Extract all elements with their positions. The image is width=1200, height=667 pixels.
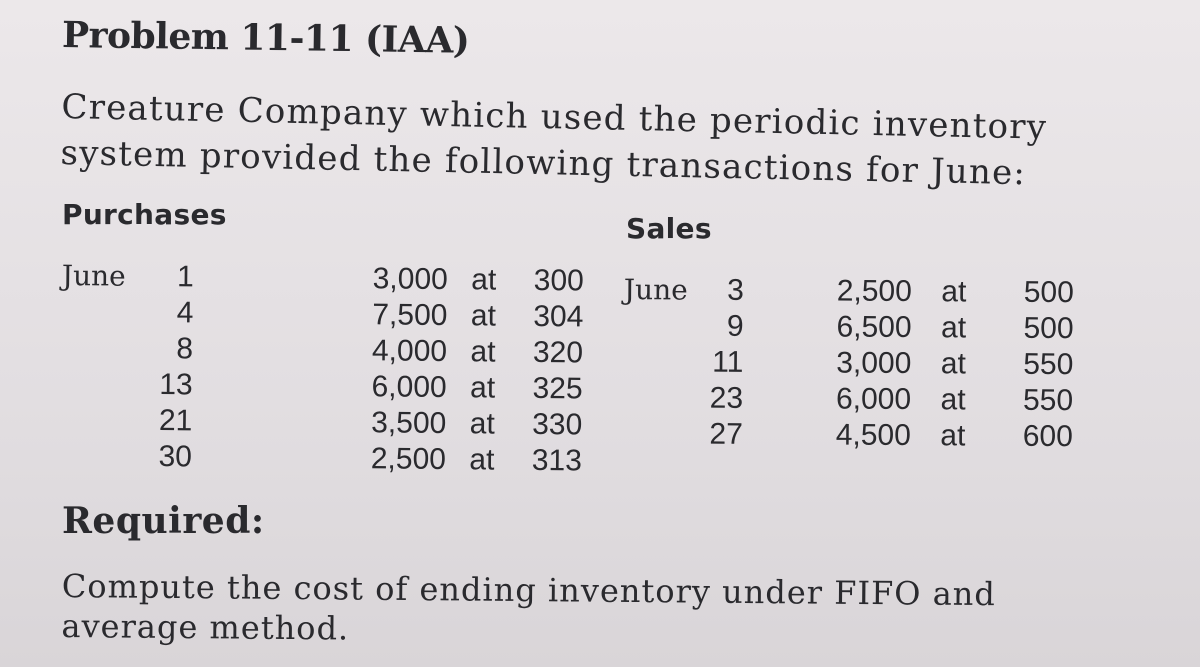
sales-table [623,272,1074,455]
at-cell: at [940,311,967,345]
day-cell: 13 [159,368,193,402]
units-cell: 6,500 [836,310,912,345]
table-row [61,294,583,335]
at-cell: at [940,383,966,417]
table-row [624,272,1074,311]
table-row [623,416,1073,455]
day-cell: 30 [158,440,193,474]
day-cell: 8 [176,332,194,366]
at-cell: at [940,347,966,381]
table-row [60,366,582,407]
day-cell: 1 [176,260,194,294]
price-cell: 500 [1023,275,1074,310]
table-row [623,308,1073,347]
units-cell: 4,000 [371,334,448,369]
at-cell: at [940,419,966,453]
day-cell: 3 [727,273,744,307]
sales-heading: Sales [626,212,712,245]
price-cell: 550 [1023,347,1074,382]
price-cell: 300 [533,263,584,298]
table-row [623,344,1073,383]
table-row [60,438,582,479]
day-cell: 4 [176,296,194,330]
at-cell: at [469,407,495,441]
day-cell: 21 [158,404,193,438]
day-cell: 9 [726,309,744,343]
units-cell: 3,500 [371,406,447,441]
table-row [62,258,584,299]
at-cell: at [469,443,495,477]
units-cell: 6,000 [835,382,912,417]
required-heading: Required: [62,500,265,542]
at-cell: at [470,299,497,333]
price-cell: 330 [532,407,583,442]
month-label: June [61,258,126,293]
required-line: average method. [61,606,350,648]
day-cell: 23 [709,381,744,415]
units-cell: 6,000 [371,370,447,405]
units-cell: 4,500 [835,418,911,453]
table-row [623,380,1073,419]
problem-statement [60,84,1162,199]
required-line: Compute the cost of ending inventory under FIFO and [61,566,997,614]
day-cell: 27 [709,417,743,451]
at-cell: at [469,371,496,405]
table-row [61,330,583,371]
price-cell: 600 [1022,419,1073,454]
purchases-heading: Purchases [62,198,227,231]
price-cell: 313 [531,443,583,478]
price-cell: 304 [533,299,584,334]
units-cell: 7,500 [372,298,448,333]
price-cell: 500 [1023,311,1074,346]
required-statement [61,566,996,654]
price-cell: 550 [1022,383,1074,418]
units-cell: 2,500 [836,274,912,309]
statement-line: Creature Company which used the periodic inventory [61,86,1048,148]
units-cell: 3,000 [836,346,912,381]
units-cell: 3,000 [372,262,448,297]
at-cell: at [470,335,496,369]
purchases-table [60,258,584,479]
price-cell: 325 [532,371,583,406]
table-row [60,402,582,443]
at-cell: at [471,263,497,297]
at-cell: at [941,275,967,309]
statement-line: system provided the following transactions for June: [60,132,1027,194]
day-cell: 11 [712,345,744,379]
price-cell: 320 [532,335,584,370]
problem-title: Problem 11-11 (IAA) [61,14,470,62]
units-cell: 2,500 [370,442,447,477]
month-label: June [623,272,688,307]
